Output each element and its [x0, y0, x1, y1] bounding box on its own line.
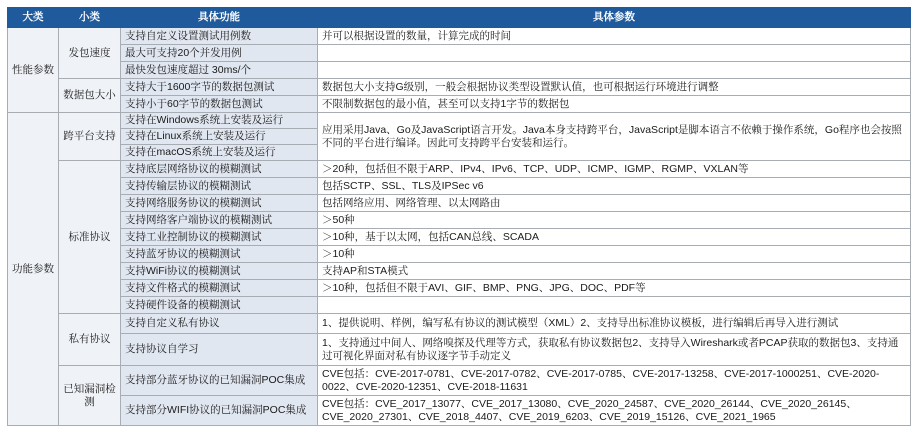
- function-cell: 支持传输层协议的模糊测试: [121, 178, 318, 195]
- param-cell: [318, 297, 911, 314]
- table-row: [8, 229, 911, 246]
- category-performance: 性能参数: [8, 28, 59, 113]
- header-category: 大类: [8, 8, 59, 28]
- subcategory-private-protocol: 私有协议: [59, 314, 121, 366]
- function-cell: 支持在Linux系统上安装及运行: [121, 129, 318, 145]
- function-cell: 支持网络服务协议的模糊测试: [121, 195, 318, 212]
- param-cell: 支持AP和STA模式: [318, 263, 911, 280]
- function-cell: 支持自定义设置测试用例数: [121, 28, 318, 45]
- table-row: [8, 113, 911, 129]
- header-function: 具体功能: [121, 8, 318, 28]
- function-cell: 支持WiFi协议的模糊测试: [121, 263, 318, 280]
- table-row: [8, 161, 911, 178]
- param-cell: ＞50种: [318, 212, 911, 229]
- param-cell: ＞20种，包括但不限于ARP、IPv4、IPv6、TCP、UDP、ICMP、IGMP、RGMP、VXLAN等: [318, 161, 911, 178]
- param-cell: ＞10种，包括但不限于AVI、GIF、BMP、PNG、JPG、DOC、PDF等: [318, 280, 911, 297]
- param-cell: 包括网络应用、网络管理、以太网路由: [318, 195, 911, 212]
- param-cell: 1、支持通过中间人、网络嗅探及代理等方式，获取私有协议数据包2、支持导入Wireshark或者PCAP获取的数据包3、支持通过可视化界面对私有协议逐字节手动定义: [318, 334, 911, 366]
- param-cell: [318, 45, 911, 62]
- function-cell: 最快发包速度超过 30ms/个: [121, 62, 318, 79]
- table-row: [8, 366, 911, 396]
- table-row: [8, 297, 911, 314]
- subcategory-cross-platform: 跨平台支持: [59, 113, 121, 161]
- function-cell: 支持部分蓝牙协议的已知漏洞POC集成: [121, 366, 318, 396]
- function-cell: 支持小于60字节的数据包测试: [121, 96, 318, 113]
- function-cell: 支持自定义私有协议: [121, 314, 318, 334]
- param-cell: 数据包大小支持G级别，一般会根据协议类型设置默认值，也可根据运行环境进行调整: [318, 79, 911, 96]
- function-cell: 最大可支持20个并发用例: [121, 45, 318, 62]
- function-cell: 支持工业控制协议的模糊测试: [121, 229, 318, 246]
- subcategory-known-vuln: 已知漏洞检测: [59, 366, 121, 426]
- table-row: [8, 314, 911, 334]
- spec-table: [7, 7, 911, 426]
- function-cell: 支持在Windows系统上安装及运行: [121, 113, 318, 129]
- function-cell: 支持蓝牙协议的模糊测试: [121, 246, 318, 263]
- table-row: [8, 396, 911, 426]
- function-cell: 支持网络客户端协议的模糊测试: [121, 212, 318, 229]
- param-cell: CVE包括：CVE-2017-0781、CVE-2017-0782、CVE-2017-0785、CVE-2017-13258、CVE-2017-1000251、CVE-2020-0022、CVE-2020-12351、CVE-2018-11631: [318, 366, 911, 396]
- param-cell: [318, 62, 911, 79]
- param-cell: 包括SCTP、SSL、TLS及IPSec v6: [318, 178, 911, 195]
- param-cell-platform: 应用采用Java、Go及JavaScript语言开发。Java本身支持跨平台，JavaScript是脚本语言不依赖于操作系统，Go程序也会按照不同的平台进行编译。因此可支持跨平台安装和运行。: [318, 113, 911, 161]
- function-cell: 支持文件格式的模糊测试: [121, 280, 318, 297]
- table-row: [8, 334, 911, 366]
- header-row: [8, 8, 911, 28]
- table-row: [8, 195, 911, 212]
- subcategory-packet-size: 数据包大小: [59, 79, 121, 113]
- param-cell: 并可以根据设置的数量，计算完成的时间: [318, 28, 911, 45]
- subcategory-standard-protocol: 标准协议: [59, 161, 121, 314]
- function-cell: 支持底层网络协议的模糊测试: [121, 161, 318, 178]
- table-row: [8, 280, 911, 297]
- function-cell: 支持硬件设备的模糊测试: [121, 297, 318, 314]
- param-cell: 1、提供说明、样例，编写私有协议的测试模型（XML）2、支持导出标准协议模板，进行编辑后再导入进行测试: [318, 314, 911, 334]
- table-row: [8, 45, 911, 62]
- function-cell: 支持部分WIFI协议的已知漏洞POC集成: [121, 396, 318, 426]
- table-row: [8, 246, 911, 263]
- table-row: [8, 79, 911, 96]
- param-cell: 不限制数据包的最小值，甚至可以支持1字节的数据包: [318, 96, 911, 113]
- table-row: [8, 263, 911, 280]
- param-cell: CVE包括：CVE_2017_13077、CVE_2017_13080、CVE_2020_24587、CVE_2020_26144、CVE_2020_26145、CVE_2020_27301、CVE_2018_4407、CVE_2019_6203、CVE_2019_15126、CVE_2021_1965: [318, 396, 911, 426]
- header-params: 具体参数: [318, 8, 911, 28]
- category-function: 功能参数: [8, 113, 59, 426]
- table-row: [8, 178, 911, 195]
- function-cell: 支持在macOS系统上安装及运行: [121, 145, 318, 161]
- subcategory-send-speed: 发包速度: [59, 28, 121, 79]
- table-row: [8, 62, 911, 79]
- table-row: [8, 212, 911, 229]
- param-cell: ＞10种: [318, 246, 911, 263]
- table-row: [8, 96, 911, 113]
- param-cell: ＞10种，基于以太网，包括CAN总线、SCADA: [318, 229, 911, 246]
- header-subcategory: 小类: [59, 8, 121, 28]
- function-cell: 支持协议自学习: [121, 334, 318, 366]
- function-cell: 支持大于1600字节的数据包测试: [121, 79, 318, 96]
- table-row: [8, 28, 911, 45]
